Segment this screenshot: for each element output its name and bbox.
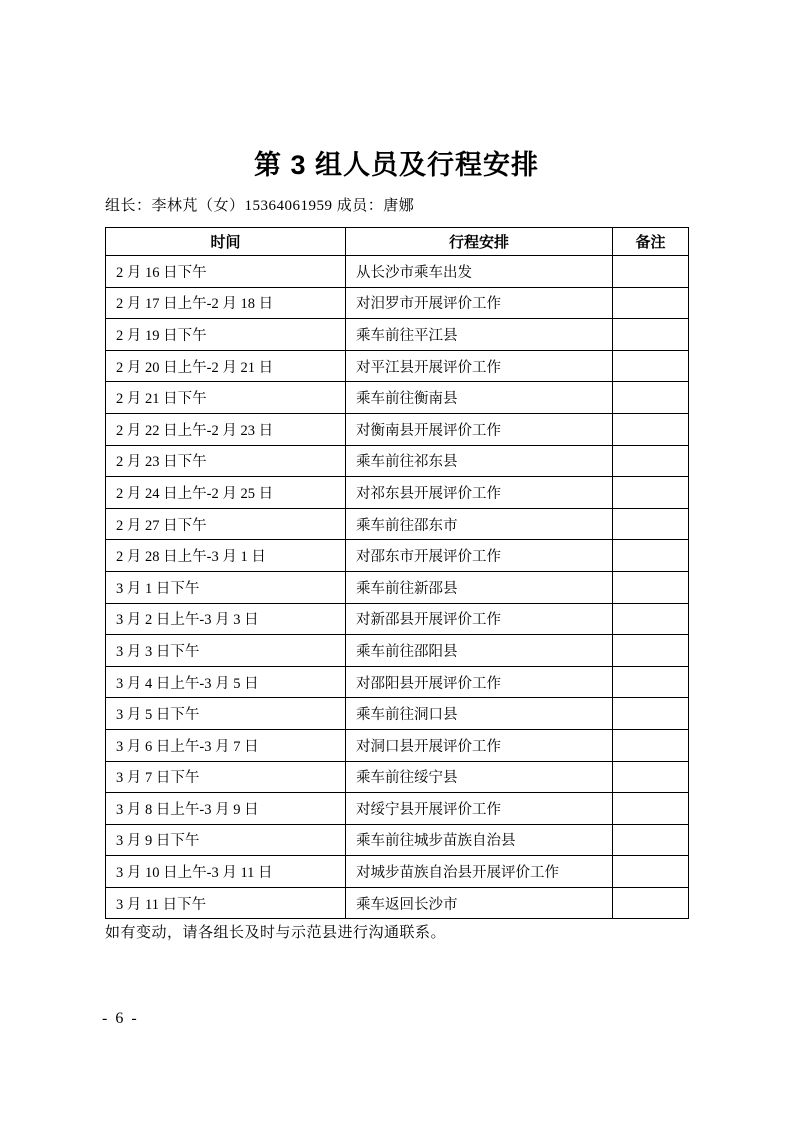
note-cell bbox=[613, 287, 689, 319]
note-cell bbox=[613, 382, 689, 414]
note-cell bbox=[613, 761, 689, 793]
itinerary-cell: 对邵东市开展评价工作 bbox=[346, 540, 613, 572]
page-title: 第 3 组人员及行程安排 bbox=[253, 150, 540, 180]
table-row bbox=[106, 571, 689, 603]
time-cell: 2 月 17 日上午-2 月 18 日 bbox=[106, 287, 346, 319]
itinerary-cell: 对平江县开展评价工作 bbox=[346, 350, 613, 382]
time-cell: 2 月 21 日下午 bbox=[106, 382, 346, 414]
table-row bbox=[106, 793, 689, 825]
note-cell bbox=[613, 666, 689, 698]
note-cell bbox=[613, 350, 689, 382]
table-row bbox=[106, 824, 689, 856]
note-cell bbox=[613, 887, 689, 919]
table-row bbox=[106, 382, 689, 414]
note-cell bbox=[613, 413, 689, 445]
table-header-itinerary: 行程安排 bbox=[346, 228, 613, 256]
time-cell: 2 月 28 日上午-3 月 1 日 bbox=[106, 540, 346, 572]
footer-note: 如有变动，请各组长及时与示范县进行沟通联系。 bbox=[105, 925, 447, 941]
note-cell bbox=[613, 793, 689, 825]
time-cell: 3 月 1 日下午 bbox=[106, 571, 346, 603]
time-cell: 3 月 7 日下午 bbox=[106, 761, 346, 793]
time-cell: 3 月 3 日下午 bbox=[106, 635, 346, 667]
page-number: - 6 - bbox=[102, 1010, 139, 1027]
table-header-row bbox=[106, 228, 689, 256]
table-header-note: 备注 bbox=[613, 228, 689, 256]
itinerary-cell: 对绥宁县开展评价工作 bbox=[346, 793, 613, 825]
itinerary-cell: 乘车返回长沙市 bbox=[346, 887, 613, 919]
note-cell bbox=[613, 635, 689, 667]
time-cell: 3 月 10 日上午-3 月 11 日 bbox=[106, 856, 346, 888]
table-row bbox=[106, 729, 689, 761]
time-cell: 2 月 24 日上午-2 月 25 日 bbox=[106, 477, 346, 509]
time-cell: 3 月 8 日上午-3 月 9 日 bbox=[106, 793, 346, 825]
note-cell bbox=[613, 256, 689, 288]
time-cell: 2 月 19 日下午 bbox=[106, 319, 346, 351]
time-cell: 3 月 5 日下午 bbox=[106, 698, 346, 730]
note-cell bbox=[613, 445, 689, 477]
itinerary-cell: 乘车前往洞口县 bbox=[346, 698, 613, 730]
table-row bbox=[106, 445, 689, 477]
table-row bbox=[106, 856, 689, 888]
table-row bbox=[106, 319, 689, 351]
time-cell: 3 月 11 日下午 bbox=[106, 887, 346, 919]
note-cell bbox=[613, 508, 689, 540]
time-cell: 3 月 9 日下午 bbox=[106, 824, 346, 856]
itinerary-cell: 对城步苗族自治县开展评价工作 bbox=[346, 856, 613, 888]
itinerary-cell: 乘车前往祁东县 bbox=[346, 445, 613, 477]
itinerary-cell: 对祁东县开展评价工作 bbox=[346, 477, 613, 509]
time-cell: 2 月 20 日上午-2 月 21 日 bbox=[106, 350, 346, 382]
itinerary-cell: 乘车前往绥宁县 bbox=[346, 761, 613, 793]
itinerary-cell: 乘车前往衡南县 bbox=[346, 382, 613, 414]
table-header-time: 时间 bbox=[106, 228, 346, 256]
table-row bbox=[106, 698, 689, 730]
table-row bbox=[106, 603, 689, 635]
note-cell bbox=[613, 540, 689, 572]
table-row bbox=[106, 635, 689, 667]
table-row bbox=[106, 256, 689, 288]
table-row bbox=[106, 287, 689, 319]
itinerary-cell: 从长沙市乘车出发 bbox=[346, 256, 613, 288]
time-cell: 3 月 6 日上午-3 月 7 日 bbox=[106, 729, 346, 761]
table-row bbox=[106, 666, 689, 698]
itinerary-cell: 乘车前往新邵县 bbox=[346, 571, 613, 603]
itinerary-cell: 对汨罗市开展评价工作 bbox=[346, 287, 613, 319]
table-row bbox=[106, 350, 689, 382]
note-cell bbox=[613, 729, 689, 761]
time-cell: 2 月 23 日下午 bbox=[106, 445, 346, 477]
note-cell bbox=[613, 824, 689, 856]
time-cell: 2 月 16 日下午 bbox=[106, 256, 346, 288]
time-cell: 3 月 2 日上午-3 月 3 日 bbox=[106, 603, 346, 635]
table-row bbox=[106, 887, 689, 919]
group-leader-line: 组长：李林芃（女）15364061959 成员：唐娜 bbox=[105, 198, 415, 214]
itinerary-cell: 乘车前往邵东市 bbox=[346, 508, 613, 540]
table-row bbox=[106, 540, 689, 572]
time-cell: 2 月 22 日上午-2 月 23 日 bbox=[106, 413, 346, 445]
itinerary-cell: 对衡南县开展评价工作 bbox=[346, 413, 613, 445]
itinerary-cell: 乘车前往邵阳县 bbox=[346, 635, 613, 667]
table-row bbox=[106, 477, 689, 509]
itinerary-cell: 对新邵县开展评价工作 bbox=[346, 603, 613, 635]
note-cell bbox=[613, 603, 689, 635]
schedule-table-body bbox=[106, 256, 689, 919]
note-cell bbox=[613, 319, 689, 351]
note-cell bbox=[613, 571, 689, 603]
table-row bbox=[106, 761, 689, 793]
table-row bbox=[106, 413, 689, 445]
schedule-table bbox=[105, 227, 689, 919]
time-cell: 3 月 4 日上午-3 月 5 日 bbox=[106, 666, 346, 698]
note-cell bbox=[613, 698, 689, 730]
itinerary-cell: 乘车前往城步苗族自治县 bbox=[346, 824, 613, 856]
itinerary-cell: 对邵阳县开展评价工作 bbox=[346, 666, 613, 698]
time-cell: 2 月 27 日下午 bbox=[106, 508, 346, 540]
table-row bbox=[106, 508, 689, 540]
note-cell bbox=[613, 856, 689, 888]
note-cell bbox=[613, 477, 689, 509]
itinerary-cell: 对洞口县开展评价工作 bbox=[346, 729, 613, 761]
itinerary-cell: 乘车前往平江县 bbox=[346, 319, 613, 351]
